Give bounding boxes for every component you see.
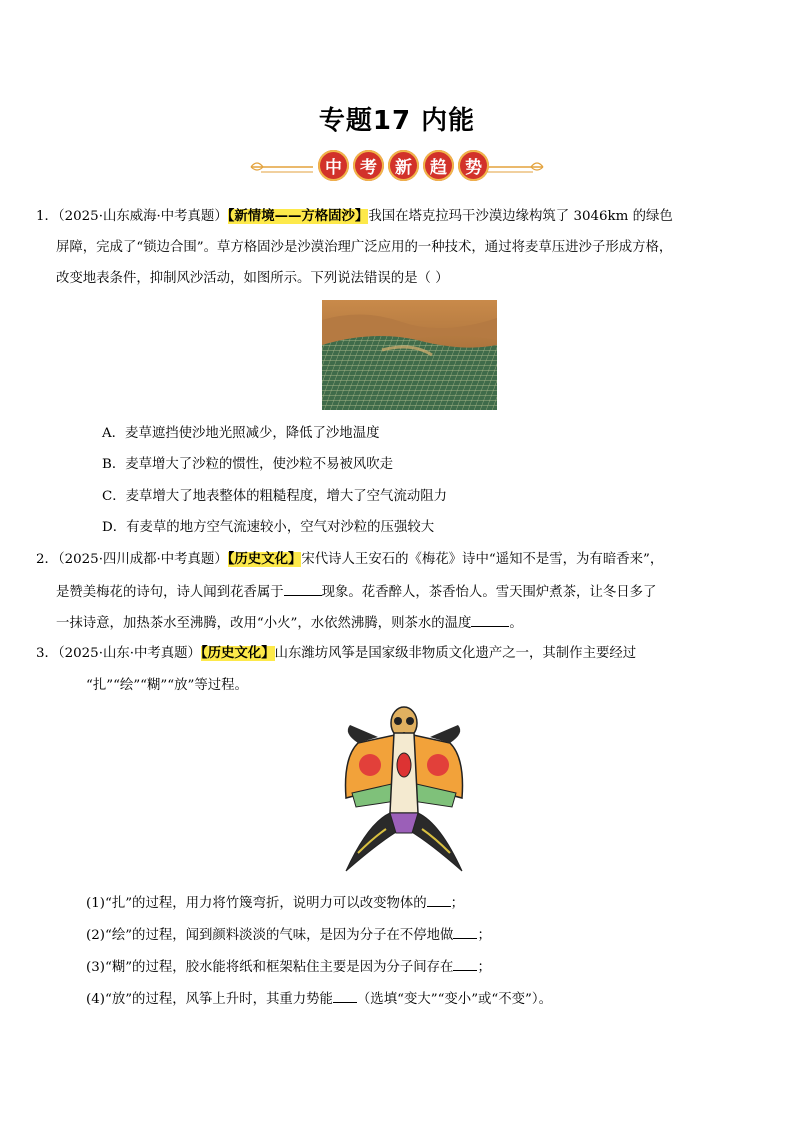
q1-source: （2025·山东威海·中考真题） — [57, 209, 228, 224]
q1-option-d: D．有麦草的地方空气流速较小，空气对沙粒的压强较大 — [102, 520, 435, 535]
q2-line3 — [56, 612, 523, 634]
banner-char: 势 — [458, 150, 489, 181]
q1-line2: 屏障，完成了“锁边合围”。草方格固沙是沙漠治理广泛应用的一种技术，通过将麦草压进沙子形成方格， — [56, 240, 673, 255]
q2-line2-text: 现象。花香醉人，茶香怡人。雪天围炉煮茶，让冬日多了 — [321, 585, 657, 600]
q3-sub4-text: (4)“放”的过程，风筝上升时，其重力势能 — [86, 992, 333, 1007]
q1-text: 我国在塔克拉玛干沙漠边缘构筑了 3046km 的绿色 — [368, 209, 673, 224]
q3-source: （2025·山东·中考真题） — [57, 646, 201, 661]
q3-line2: “扎”“绘”“糊”“放”等过程。 — [86, 678, 248, 693]
q3-sub2-text: (2)“绘”的过程，闻到颜料淡淡的气味，是因为分子在不停地做 — [86, 928, 454, 943]
answer-blank[interactable] — [333, 988, 357, 1003]
q3-sub3-text: ； — [477, 960, 491, 975]
q1-line3: 改变地表条件，抑制风沙活动，如图所示。下列说法错误的是（ ） — [56, 271, 449, 286]
banner-char: 考 — [353, 150, 384, 181]
q2-tag: 【历史文化】 — [227, 552, 302, 567]
q3-sub1 — [86, 892, 464, 914]
q1-option-b: B．麦草增大了沙粒的惯性，使沙粒不易被风吹走 — [102, 457, 394, 472]
q3-number: 3． — [36, 646, 58, 661]
q1-number: 1． — [36, 209, 58, 224]
q3-text: 山东潍坊风筝是国家级非物质文化遗产之一，其制作主要经过 — [274, 646, 637, 661]
q1-option-a: A．麦草遮挡使沙地光照减少，降低了沙地温度 — [102, 426, 380, 441]
q2-line1 — [36, 550, 663, 570]
q2-text: 宋代诗人王安石的《梅花》诗中“遥知不是雪，为有暗香来”， — [301, 552, 664, 567]
q3-sub3 — [86, 956, 491, 978]
q2-line2-text: 是赞美梅花的诗句，诗人闻到花香属于 — [56, 585, 284, 600]
q1-option-c: C．麦草增大了地表整体的粗糙程度，增大了空气流动阻力 — [102, 489, 448, 504]
answer-blank[interactable] — [284, 581, 322, 596]
answer-blank[interactable] — [427, 892, 451, 907]
swallow-kite-image — [338, 703, 470, 875]
page-title: 专题17 内能 — [318, 106, 476, 136]
q2-line2 — [56, 581, 656, 603]
banner-char: 中 — [318, 150, 349, 181]
q2-line3-text: 一抹诗意，加热茶水至沸腾，改用“小火”，水依然沸腾，则茶水的温度 — [56, 616, 472, 631]
q2-source: （2025·四川成都·中考真题） — [57, 552, 228, 567]
q3-sub3-text: (3)“糊”的过程，胶水能将纸和框架粘住主要是因为分子间存在 — [86, 960, 454, 975]
q3-sub1-text: (1)“扎”的过程，用力将竹篾弯折，说明力可以改变物体的 — [86, 896, 427, 911]
banner-char: 新 — [388, 150, 419, 181]
q3-sub4 — [86, 988, 552, 1010]
banner-char: 趋 — [423, 150, 454, 181]
answer-blank[interactable] — [453, 924, 477, 939]
q2-line3-text: 。 — [509, 616, 523, 631]
q3-sub4-text: （选填“变大”“变小”或“不变”）。 — [356, 992, 552, 1007]
section-banner — [247, 150, 547, 186]
q3-sub1-text: ； — [450, 896, 465, 911]
q3-line1 — [36, 644, 636, 664]
q1-tag: 【新情境——方格固沙】 — [227, 209, 369, 224]
q3-sub2-text: ； — [477, 928, 491, 943]
q3-sub2 — [86, 924, 491, 946]
q2-number: 2． — [36, 552, 58, 567]
answer-blank[interactable] — [453, 956, 477, 971]
desert-grass-grid-photo — [322, 300, 497, 410]
q1-line1 — [36, 207, 673, 227]
q3-tag: 【历史文化】 — [200, 646, 275, 661]
answer-blank[interactable] — [471, 612, 509, 627]
